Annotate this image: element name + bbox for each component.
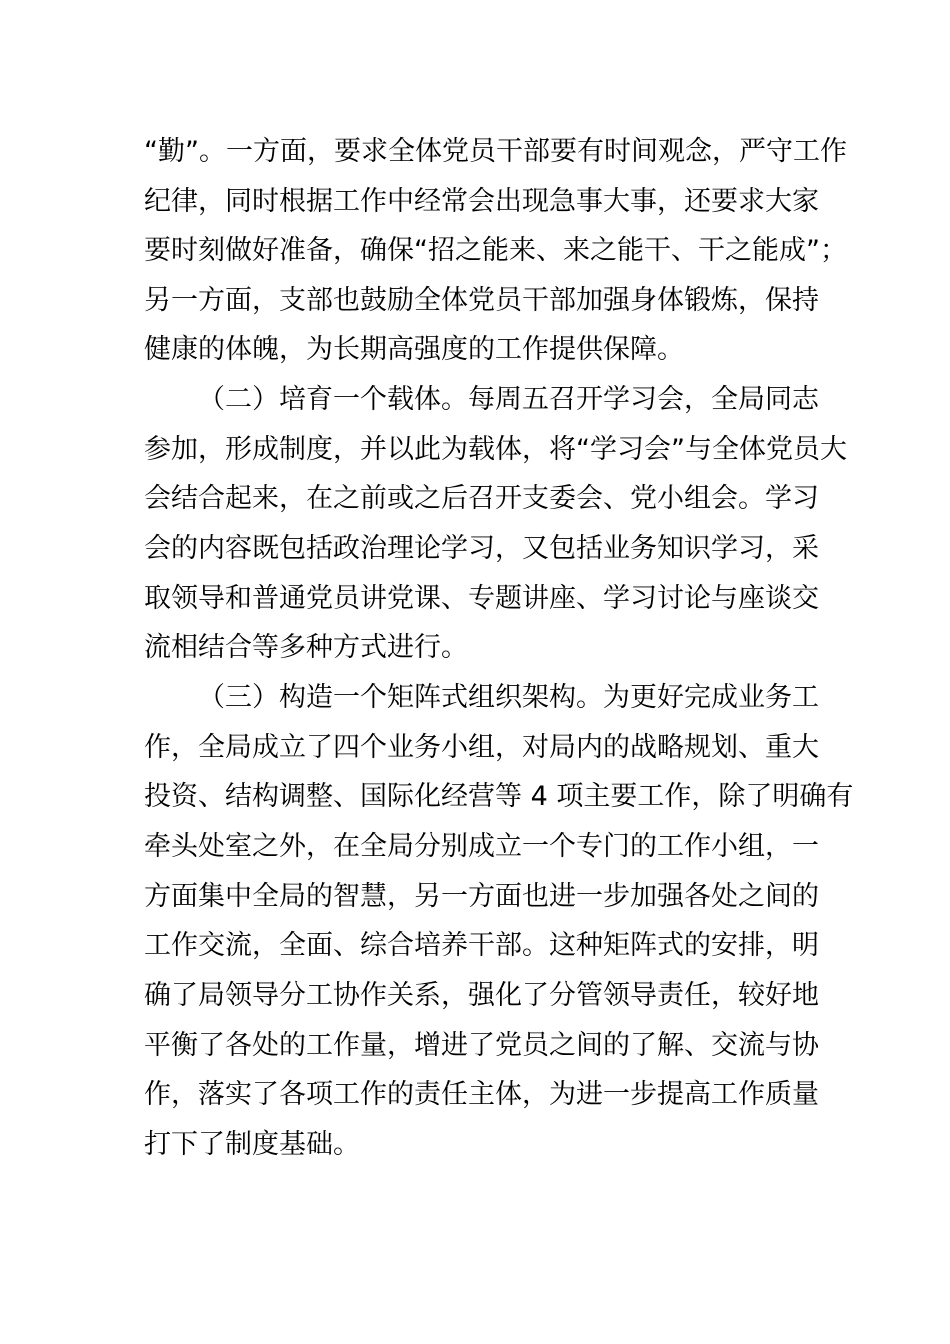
text-line: 作，全局成立了四个业务小组，对局内的战略规划、重大: [144, 732, 819, 763]
text-line: 会的内容既包括政治理论学习，又包括业务知识学习，采: [144, 533, 819, 564]
text-line: 牵头处室之外，在全局分别成立一个专门的工作小组，一: [144, 831, 819, 862]
text-line: 方面集中全局的智慧，另一方面也进一步加强各处之间的: [144, 881, 819, 912]
text-line: 确了局领导分工协作关系，强化了分管领导责任，较好地: [144, 980, 819, 1011]
text-line: （三）构造一个矩阵式组织架构。为更好完成业务工: [198, 682, 819, 713]
text-line: 健康的体魄，为长期高强度的工作提供保障。: [144, 334, 684, 365]
text-line: 参加，形成制度，并以此为载体，将“学习会”与全体党员大: [144, 434, 847, 465]
text-line: 投资、结构调整、国际化经营等 4 项主要工作，除了明确有: [144, 781, 854, 812]
text-line: 打下了制度基础。: [144, 1129, 360, 1160]
text-line: （二）培育一个载体。每周五召开学习会，全局同志: [198, 384, 819, 415]
text-line: “勤”。一方面，要求全体党员干部要有时间观念，严守工作: [144, 136, 847, 167]
text-line: 另一方面，支部也鼓励全体党员干部加强身体锻炼，保持: [144, 285, 819, 316]
text-line: 流相结合等多种方式进行。: [144, 632, 468, 663]
text-line: 作，落实了各项工作的责任主体，为进一步提高工作质量: [144, 1079, 819, 1110]
text-line: 取领导和普通党员讲党课、专题讲座、学习讨论与座谈交: [144, 583, 819, 614]
text-line: 纪律，同时根据工作中经常会出现急事大事，还要求大家: [144, 186, 819, 217]
text-line: 要时刻做好准备，确保“招之能来、来之能干、干之能成”；: [144, 235, 847, 266]
text-line: 工作交流，全面、综合培养干部。这种矩阵式的安排，明: [144, 930, 819, 961]
text-line: 会结合起来，在之前或之后召开支委会、党小组会。学习: [144, 483, 819, 514]
text-line: 平衡了各处的工作量，增进了党员之间的了解、交流与协: [144, 1030, 819, 1061]
